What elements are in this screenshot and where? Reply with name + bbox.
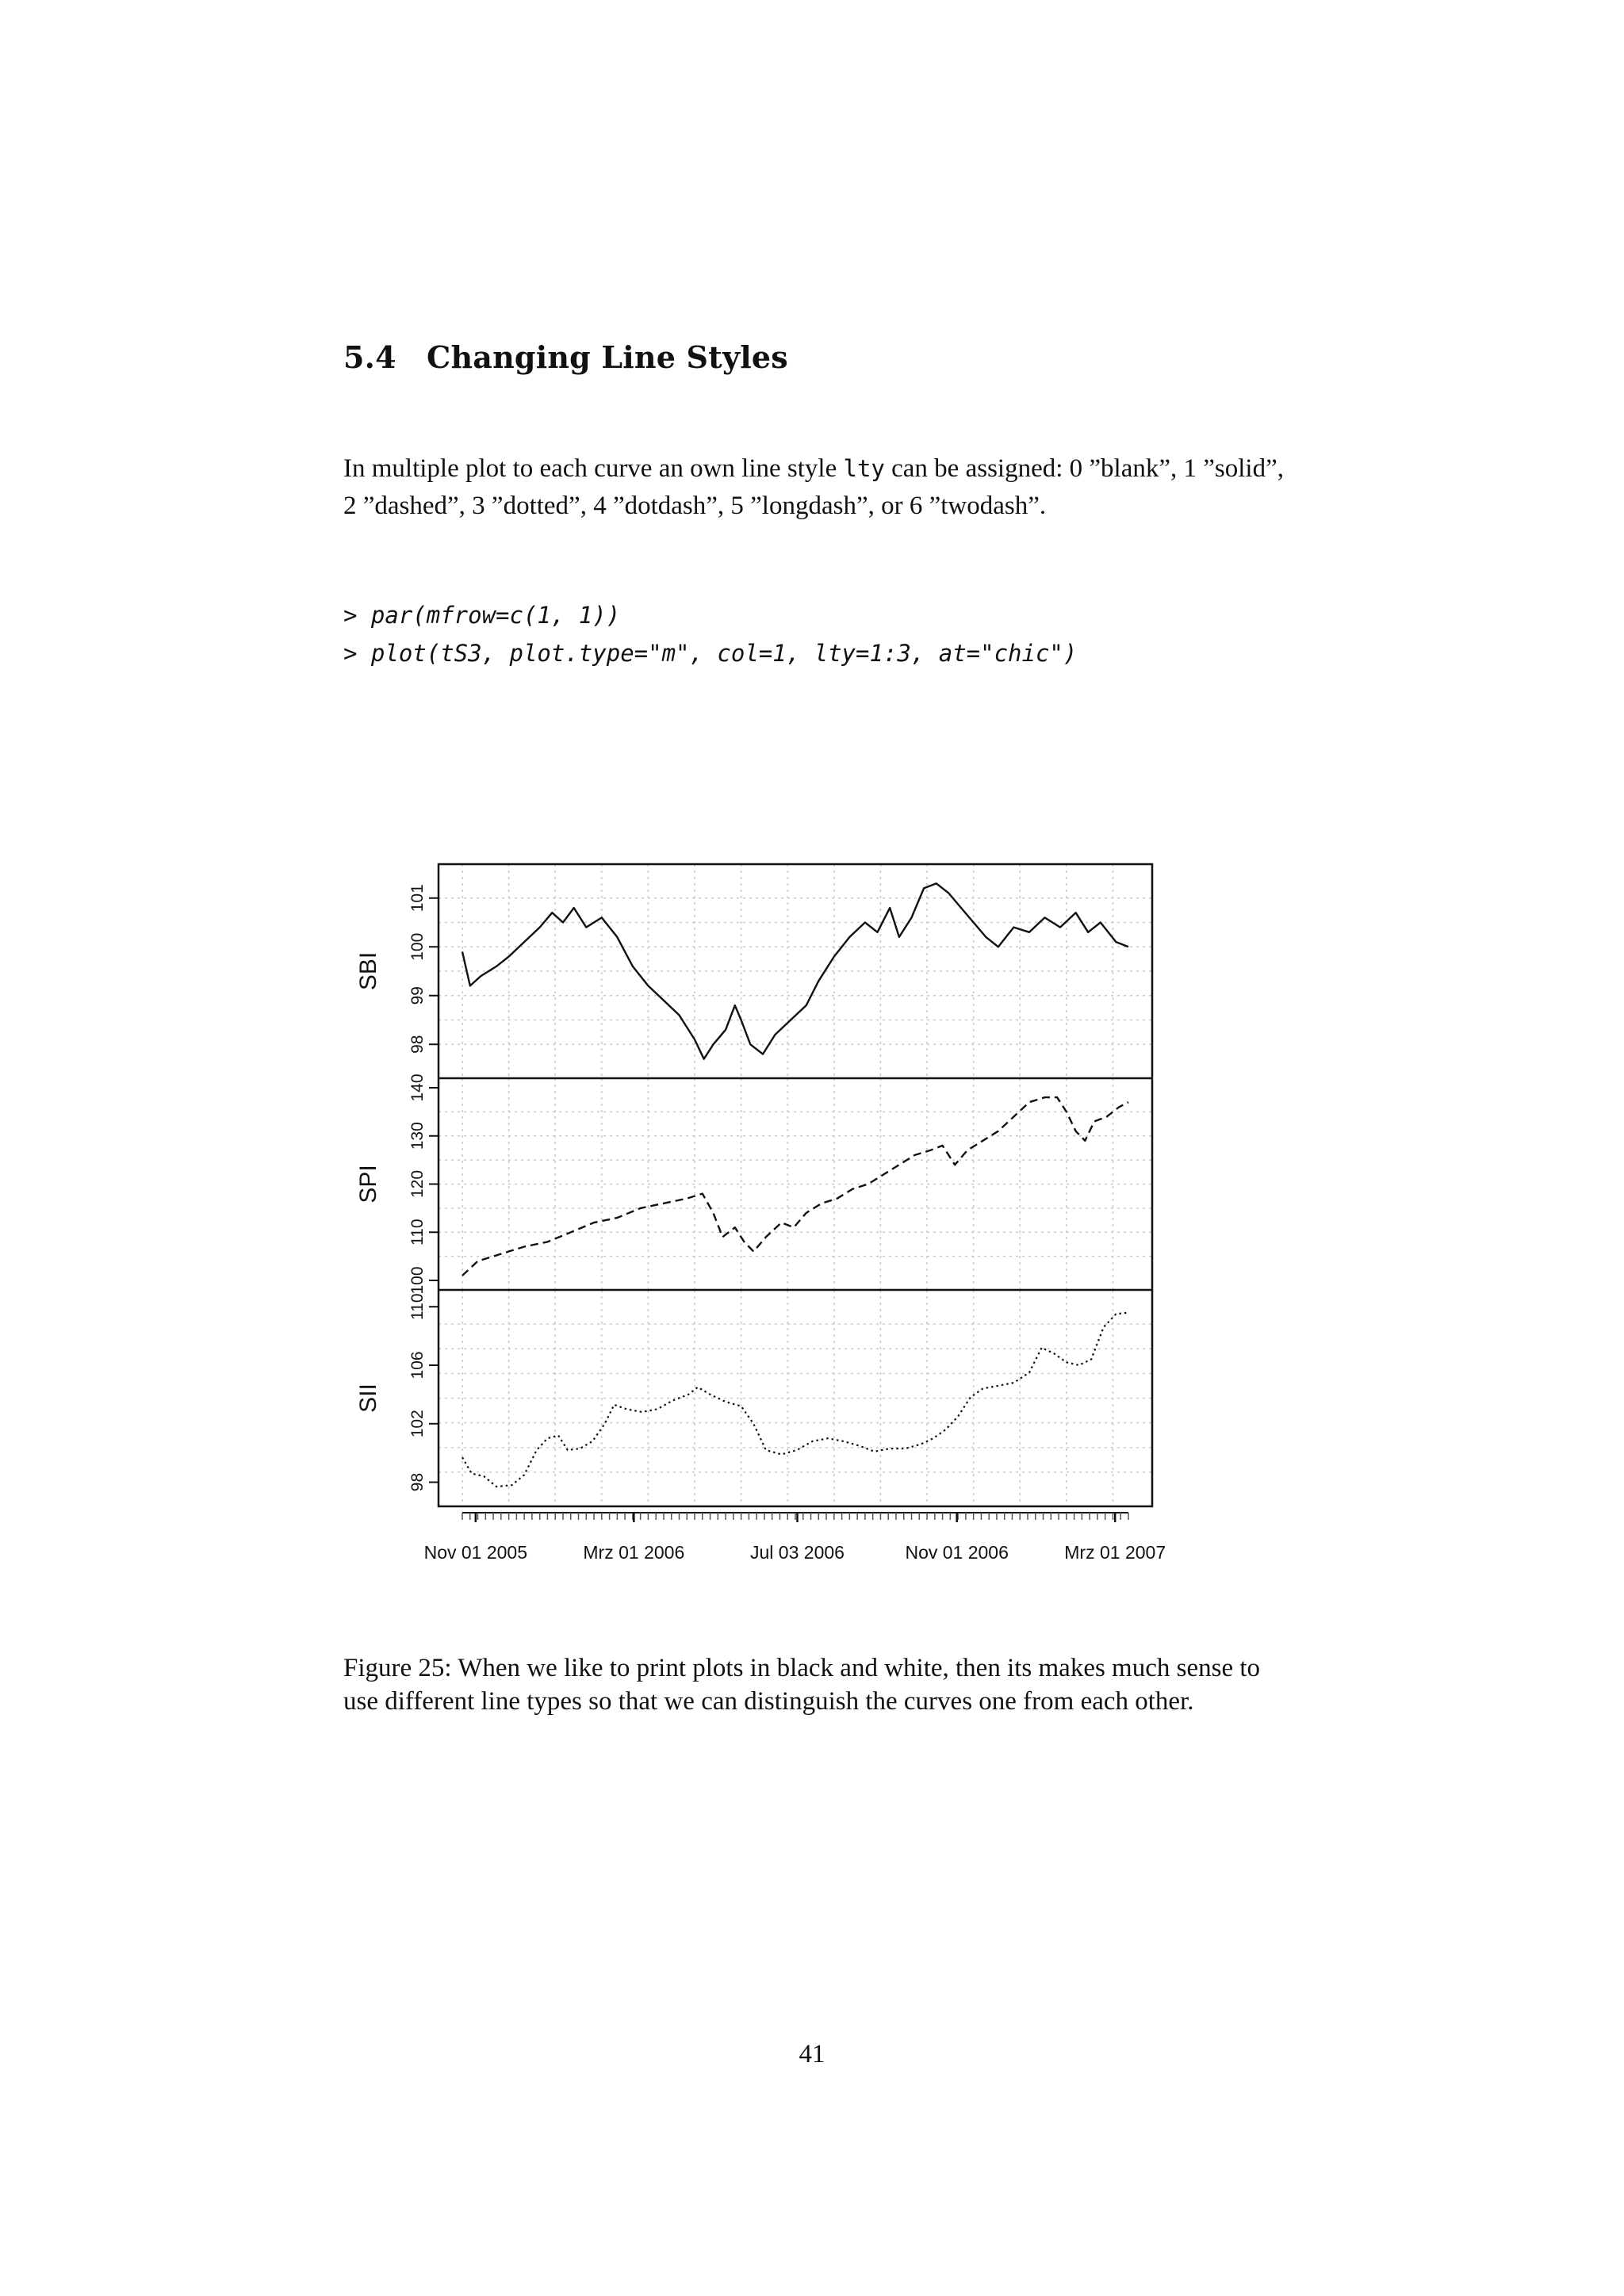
y-tick-label: 100 xyxy=(408,932,427,961)
panel-label-sii: SII xyxy=(355,1383,381,1413)
paragraph-text-before: In multiple plot to each curve an own line style xyxy=(343,454,844,483)
section-title: Changing Line Styles xyxy=(427,339,788,375)
section-heading xyxy=(343,339,788,375)
x-tick-label: Mrz 01 2007 xyxy=(1064,1542,1166,1563)
code-block xyxy=(343,596,1077,672)
paragraph-text-after: can be assigned: 0 ”blank”, 1 ”solid”, 2 ”dashed”, 3 ”dotted”, 4 ”dotdash”, 5 ”longdash”, or 6 ”twodash”. xyxy=(343,454,1284,520)
y-tick-label: 110 xyxy=(408,1293,427,1320)
series-line-sii xyxy=(462,1313,1128,1487)
section-number: 5.4 xyxy=(343,339,396,375)
y-tick-label: 106 xyxy=(408,1351,427,1380)
y-tick-label: 120 xyxy=(408,1169,427,1199)
page-number: 41 xyxy=(799,2040,825,2068)
y-tick-label: 101 xyxy=(408,884,427,913)
multi-panel-line-chart xyxy=(341,840,1213,1594)
y-tick-label: 100 xyxy=(408,1266,427,1295)
y-tick-label: 98 xyxy=(408,1472,427,1492)
y-tick-label: 110 xyxy=(408,1219,427,1246)
panel-label-spi: SPI xyxy=(355,1165,381,1203)
code-line: > plot(tS3, plot.type="m", col=1, lty=1:3, at="chic") xyxy=(343,640,1078,667)
y-tick-label: 102 xyxy=(408,1410,427,1438)
series-line-spi xyxy=(462,1097,1128,1276)
x-tick-label: Nov 01 2005 xyxy=(423,1542,528,1563)
x-tick-label: Nov 01 2006 xyxy=(905,1542,1009,1563)
code-line: > par(mfrow=c(1, 1)) xyxy=(343,602,621,629)
figure-caption: Figure 25: When we like to print plots in black and white, then its makes much sense to use different line types so that we can distinguish the curves one from each other. xyxy=(343,1654,1261,1716)
y-tick-label: 130 xyxy=(408,1122,427,1150)
panel-label-sbi: SBI xyxy=(355,951,381,991)
inline-code-lty: lty xyxy=(843,455,885,482)
body-paragraph xyxy=(343,450,1295,525)
y-tick-label: 99 xyxy=(408,986,427,1005)
plot-frame xyxy=(439,864,1152,1506)
y-tick-label: 98 xyxy=(408,1035,427,1054)
y-tick-label: 140 xyxy=(408,1073,427,1102)
x-tick-label: Mrz 01 2006 xyxy=(583,1542,685,1563)
x-tick-label: Jul 03 2006 xyxy=(750,1542,845,1563)
